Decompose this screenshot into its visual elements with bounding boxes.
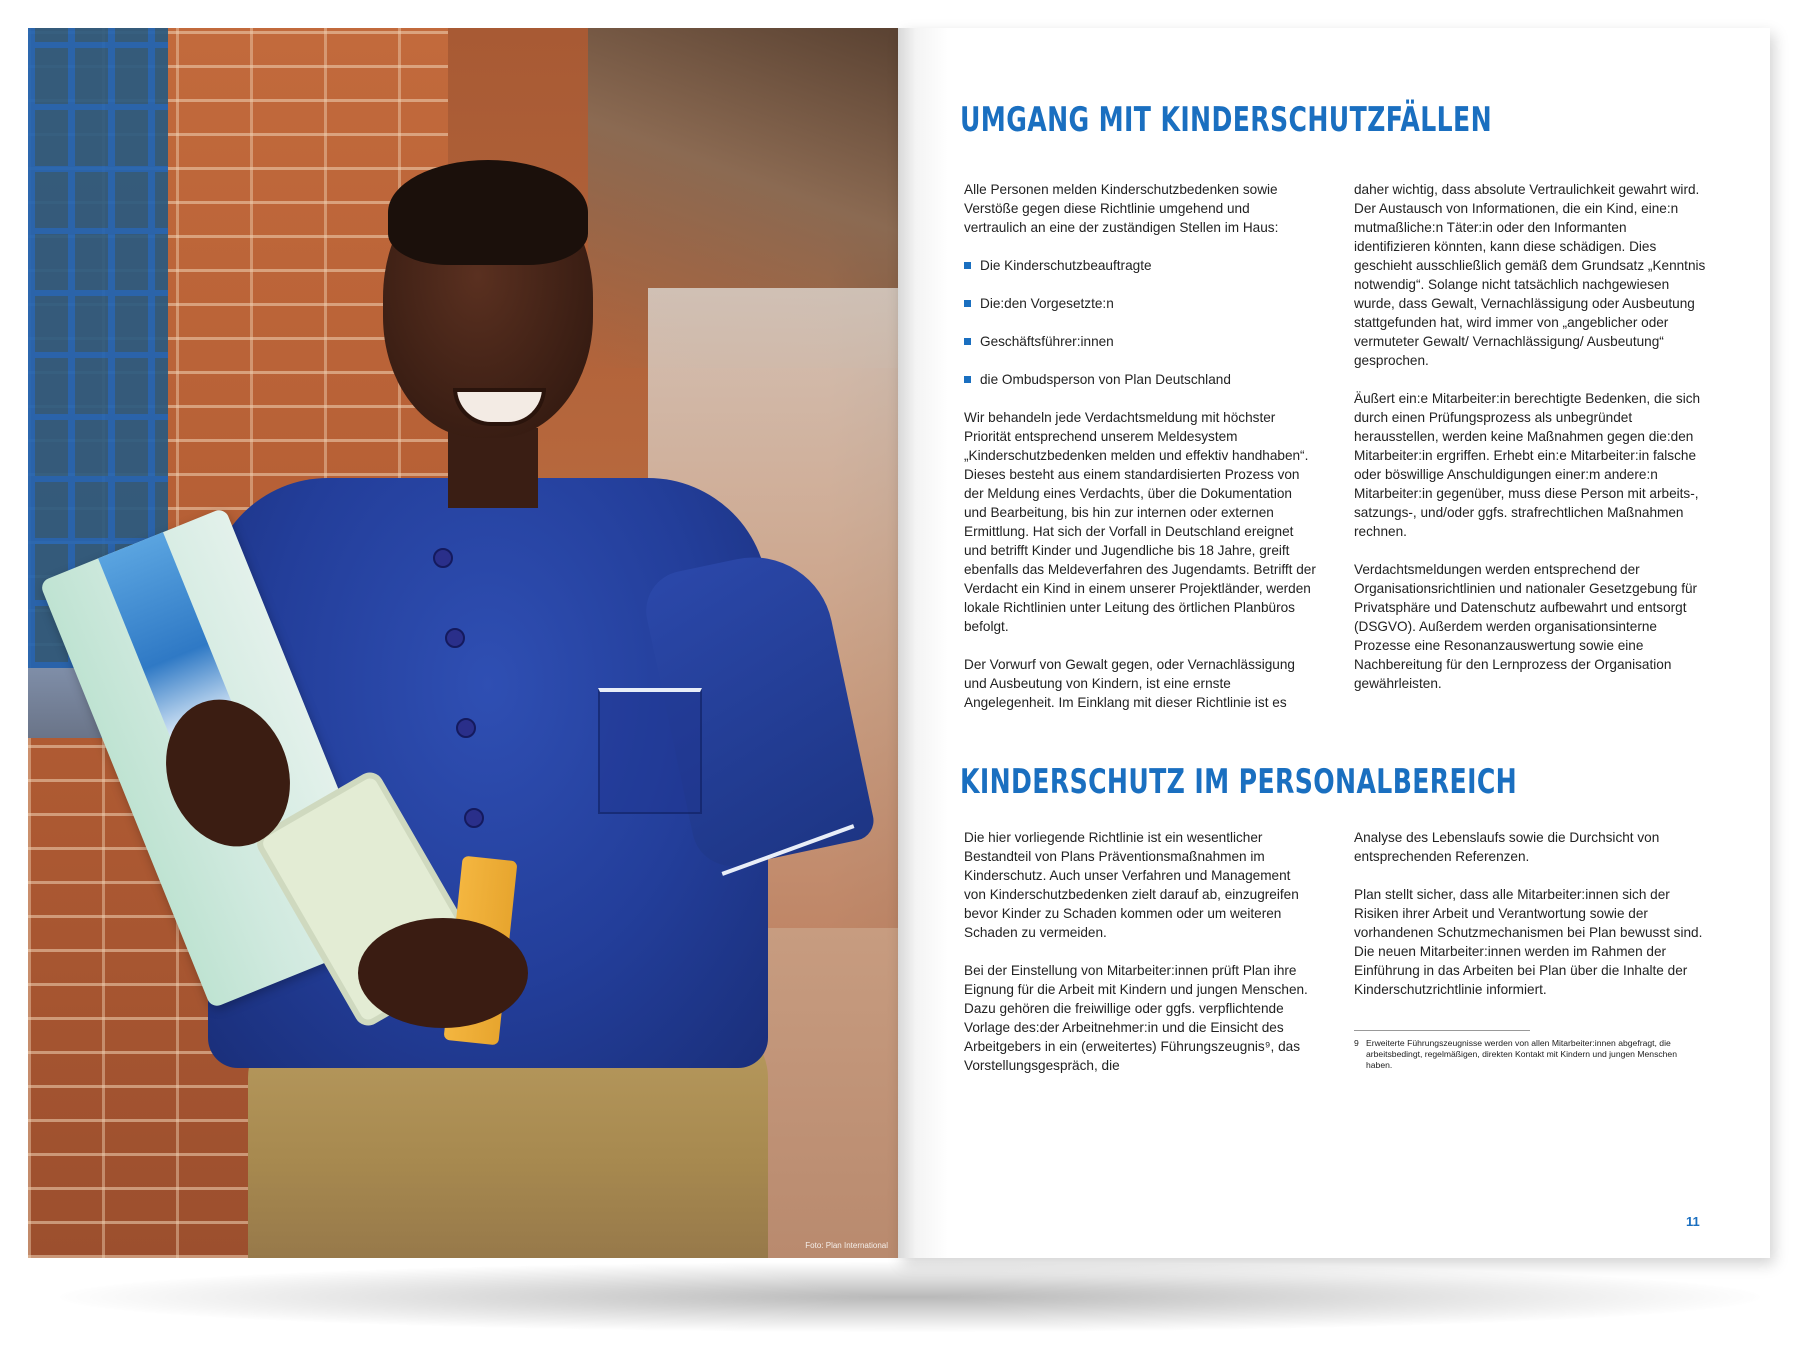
bullet-square-icon [964,262,971,269]
bullet-square-icon [964,376,971,383]
contact-list [964,256,1316,389]
paragraph: Die hier vorliegende Richtlinie ist ein wesentlicher Bestandteil von Plans Präventionsmaßnahmen im Kinderschutz. Auch unser Verfahren und Management von Kinderschutzbedenken zielt darauf ab, einzugreifen bevor Kinder zu Schaden kommen oder um weiteren Schaden zu vermeiden. [964,830,1299,940]
paragraph: Verdachtsmeldungen werden entsprechend der Organisationsrichtlinien und nationaler Gesetzgebung für Privatsphäre und Datenschutz aufbewahrt und entsorgt (DSGVO). Außerdem werden organisationsinterne Prozesse eine Resonanzauswertung sowie eine Nachbereitung für den Lernprozess der Organisation gewährleisten. [1354,562,1698,691]
paragraph: Plan stellt sicher, dass alle Mitarbeiter:innen sich der Risiken ihrer Arbeit und Verantwortung sowie der vorhandenen Schutzmechanismen bei Plan bewusst sind. Die neuen Mitarbeiter:innen werden im Rahmen der Einführung in das Arbeiten bei Plan über die Inhalte der Kinderschutzrichtlinie informiert. [1354,887,1703,997]
child-hand [358,918,528,1028]
list-item [964,256,1316,275]
footnote-text: Erweiterte Führungszeugnisse werden von allen Mitarbeiter:innen abgefragt, die arbeitsbedingt, regelmäßigen, direkten Kontakt mit Kindern und jungen Menschen haben. [1366,1038,1677,1070]
footnote-divider [1354,1030,1530,1031]
left-page-photo [28,28,898,1258]
right-page [898,28,1770,1258]
photo-credit: Foto: Plan International [805,1241,888,1250]
paragraph: Wir behandeln jede Verdachtsmeldung mit höchster Priorität entsprechend unserem Meldesystem „Kinderschutzbedenken melden und effektiv handhaben“. Dieses besteht aus einem standardisierten Prozess von der Meldung eines Verdachts, über die Dokumentation und Bearbeitung, bis hin zur internen oder externen Ermittlung. Hat sich der Vorfall in Deutschland ereignet und betrifft Kinder und Jugendliche bis 18 Jahre, greift ebenfalls das Meldeverfahren des Jugendamts. Betrifft der Verdacht ein Kind in einem unserer Projektländer, werden lokale Richtlinien unter Leitung des örtlichen Planbüros befolgt. [964,410,1316,634]
bullet-square-icon [964,300,971,307]
list-item-text: Geschäftsführer:innen [980,334,1114,349]
child-neck [448,428,538,508]
section-heading-personal: KINDERSCHUTZ IM PERSONALBEREICH [960,762,1518,802]
list-item [964,370,1316,389]
list-item [964,294,1316,313]
section1-column-left [964,180,1316,731]
paragraph: Bei der Einstellung von Mitarbeiter:innen prüft Plan ihre Eignung für die Arbeit mit Kindern und jungen Menschen. Dazu gehören die freiwillige oder ggfs. verpflichtende Vorlage des:der Arbeitnehmer:in und die Einsicht des Arbeitgebers in ein (erweitertes) Führungszeugnis⁹, das Vorstellungsgespräch, die [964,963,1308,1073]
section-heading-umgang: UMGANG MIT KINDERSCHUTZFÄLLEN [960,100,1493,140]
paragraph: daher wichtig, dass absolute Vertraulichkeit gewahrt wird. Der Austausch von Informationen, die ein Kind, eine:n mutmaßliche:n Täter:in oder den Informanten identifizieren könnten, kann diese schädigen. Dies geschieht ausschließlich gemäß dem Grundsatz „Kenntnis notwendig“. Solange nicht tatsächlich nachgewiesen wurde, dass Gewalt, Vernachlässigung oder Ausbeutung stattgefunden hat, wird immer von „angeblicher oder vermuteter Gewalt/ Vernachlässigung/ Ausbeutung“ gesprochen. [1354,182,1706,368]
bullet-square-icon [964,338,971,345]
shirt-button [445,628,465,648]
list-item-text: die Ombudsperson von Plan Deutschland [980,372,1231,387]
footnote [1354,1038,1694,1071]
list-item-text: Die Kinderschutzbeauftragte [980,258,1152,273]
spread-shadow [60,1262,1760,1332]
page-number: 11 [1686,1214,1700,1229]
child-hair [388,160,588,265]
shirt-button [464,808,484,828]
paragraph: Alle Personen melden Kinderschutzbedenken sowie Verstöße gegen diese Richtlinie umgehend und vertraulich an eine der zuständigen Stellen im Haus: [964,182,1279,235]
shirt-button [433,548,453,568]
paragraph: Äußert ein:e Mitarbeiter:in berechtigte Bedenken, die sich durch einen Prüfungsprozess als unbegründet herausstellen, werden keine Maßnahmen gegen die:den Mitarbeiter:in ergriffen. Erhebt ein:e Mitarbeiter:in falsche oder böswillige Anschuldigungen einer:m andere:n Mitarbeiter:in gegenüber, muss diese Person mit arbeits-, satzungs-, und/oder ggfs. strafrechtlichen Maßnahmen rechnen. [1354,391,1701,539]
list-item-text: Die:den Vorgesetzte:n [980,296,1114,311]
section1-column-right [1354,180,1706,712]
list-item [964,332,1316,351]
shirt-button [456,718,476,738]
section2-column-left [964,828,1316,1094]
section2-column-right [1354,828,1706,1018]
footnote-number: 9 [1354,1038,1359,1048]
shirt-pocket [598,688,702,814]
paragraph: Der Vorwurf von Gewalt gegen, oder Vernachlässigung und Ausbeutung von Kindern, ist eine ernste Angelegenheit. Im Einklang mit dieser Richtlinie ist es [964,657,1295,710]
paragraph: Analyse des Lebenslaufs sowie die Durchsicht von entsprechenden Referenzen. [1354,830,1660,864]
